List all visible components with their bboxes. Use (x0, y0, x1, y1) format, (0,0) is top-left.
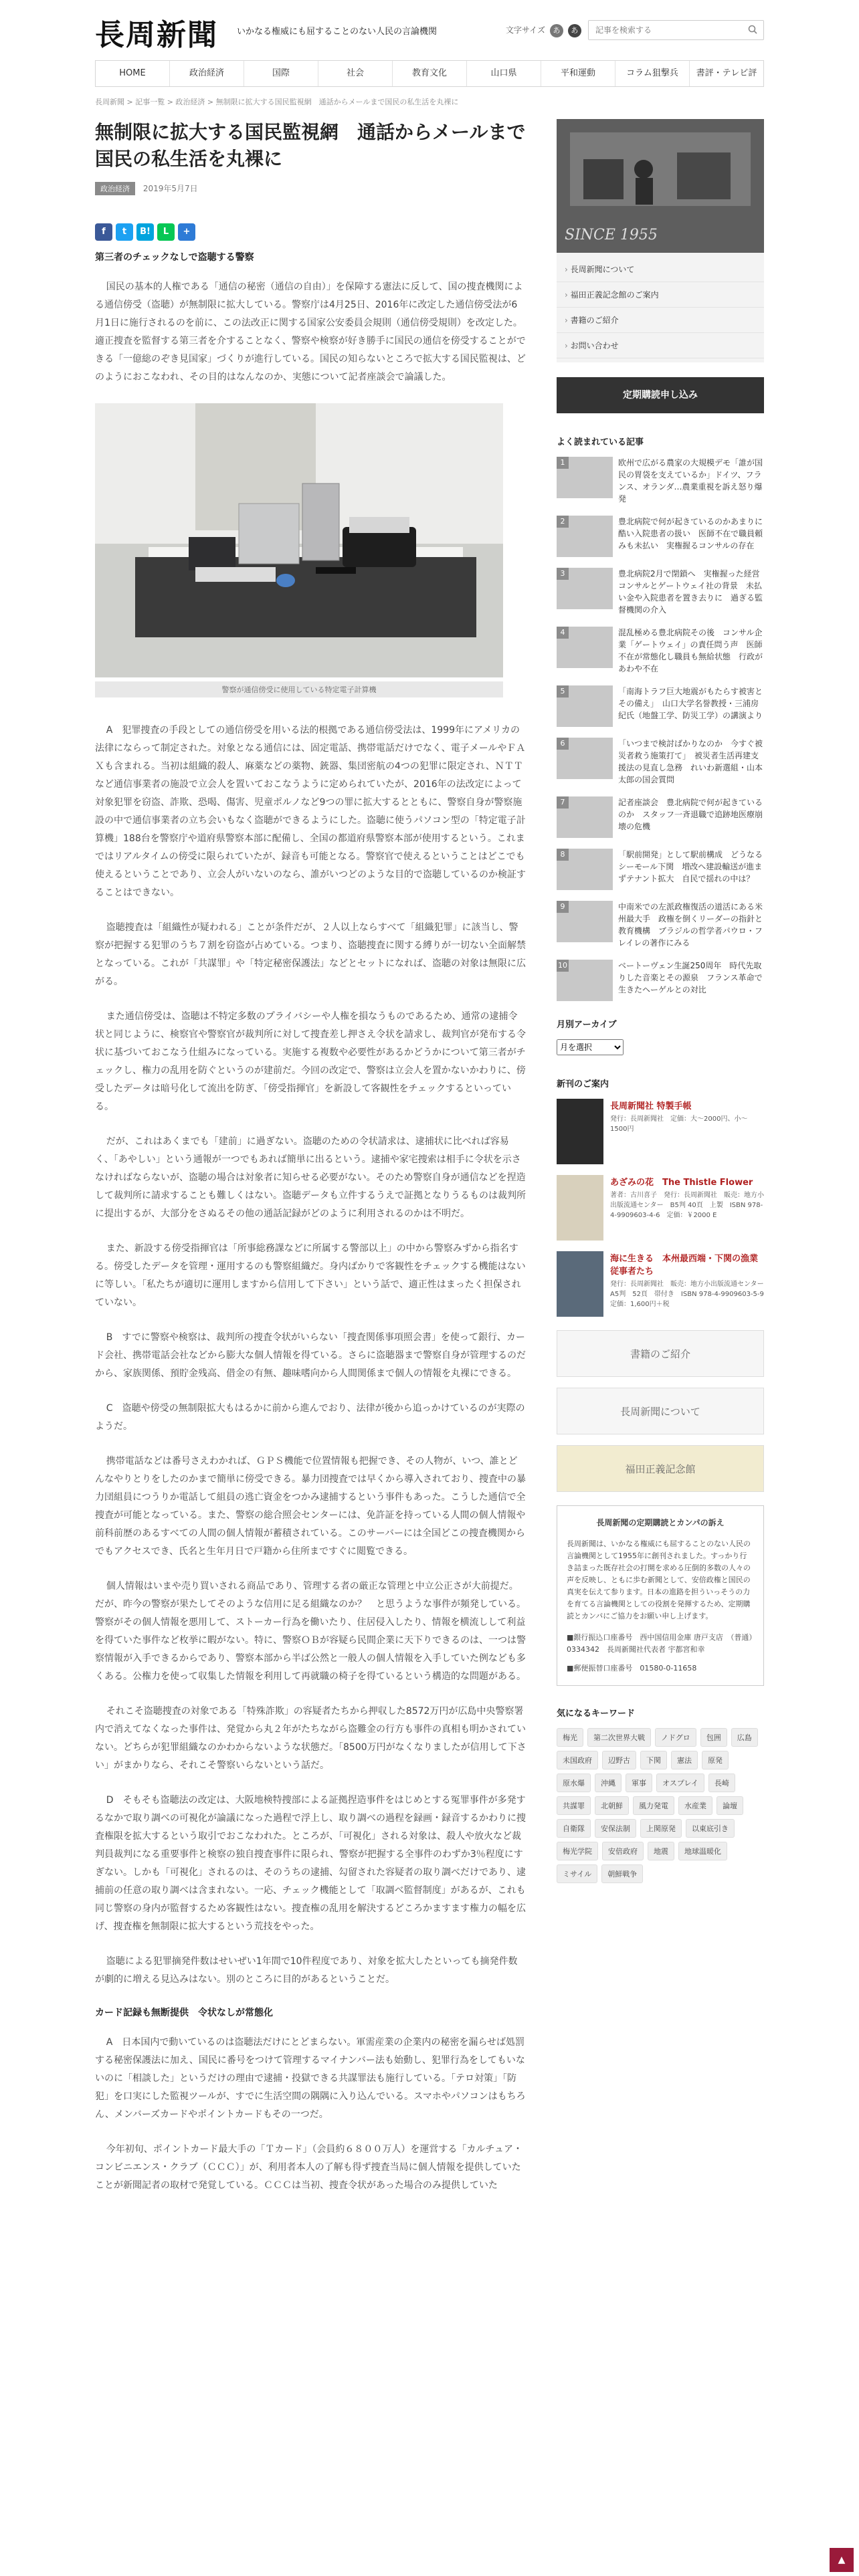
nav-international[interactable]: 国際 (244, 61, 318, 86)
keyword-tag[interactable]: 辺野古 (602, 1751, 636, 1769)
article-paragraph: 携帯電話などは番号さえわかれば、ＧＰＳ機能で位置情報も把握でき、その人物が、いつ、誰とどんなやりとりをしたのかまで簡単に傍受できる。暴力団捜査では早くから導入されており、捜査中の暴力団組員につうりか電話して組員の逃亡資金をつかみ逮捕するという事件もあった。こうした通信で全捜査が可能となっている。また、警察の総合照会センターには、免許証を持っている人間の個人情報や前科前歴のあるすべての人間の個人情報が蓄積されている。このサーバーには全国どこの捜査機関からでもアクセスでき、氏名と生年月日で戸籍から住所まですぐに閲覧できる。 (95, 1456, 526, 1557)
font-size-control (506, 24, 581, 37)
book-info: 著者：古川喜子 発行：長周新聞社 販売：地方小出版流通センター B5判 40頁 上製 ISBN 978-4-9909603-4-6 定価：￥2000 E (610, 1192, 764, 1219)
book-title[interactable]: 海に生きる 本州最西端・下関の漁業従事者たち (610, 1254, 759, 1277)
ranking-item[interactable] (557, 627, 764, 675)
keyword-tag[interactable]: オスプレイ (656, 1774, 704, 1792)
rank-number: 4 (557, 627, 569, 639)
book-item[interactable] (557, 1175, 764, 1241)
keyword-tag[interactable]: 安倍政府 (602, 1842, 644, 1860)
about-banner[interactable]: 長周新聞について (557, 1388, 764, 1434)
nav-column[interactable]: コラム狙撃兵 (615, 61, 690, 86)
keyword-tag[interactable]: 共謀罪 (557, 1796, 591, 1815)
subscription-notice (557, 1505, 764, 1686)
book-item[interactable] (557, 1099, 764, 1164)
site-logo[interactable]: 長周新聞 (95, 18, 218, 52)
archive-heading: 月別アーカイブ (557, 1020, 617, 1030)
nav-politics[interactable]: 政治経済 (170, 61, 244, 86)
keyword-tag[interactable]: 水産業 (678, 1796, 712, 1815)
article-subheading: カード記録も無断提供 令状なしが常態化 (95, 2008, 273, 2018)
ranking-item[interactable] (557, 516, 764, 557)
nav-review[interactable]: 書評・テレビ評 (696, 68, 757, 78)
ranking-title[interactable]: 豊北病院2月で閉鎖へ 実権握った経営コンサルとゲートウェイ社の背景 未払い金や入院患者を置き去りに 過ぎる監督機関の介入 (618, 569, 763, 615)
site-slogan: いかなる権威にも屈することのない人民の言論機関 (237, 27, 438, 37)
rank-number: 6 (557, 738, 569, 750)
keyword-tag[interactable]: 風力発電 (633, 1796, 674, 1815)
article-paragraph: 今年初旬、ポイントカード最大手の「Ｔカード」（会員約６８００万人）を運営する「カルチュア・コンビニエンス・クラブ（ＣＣＣ）」が、利用者本人の了解も得ず捜査当局に個人情報を提供していたことが新聞記者の取材で発覚している。ＣＣＣは当初、捜査令状があった場合のみ提供していた (95, 2144, 522, 2191)
ranking-thumbnail (557, 849, 613, 890)
ranking-item[interactable] (557, 685, 764, 727)
search-input[interactable] (589, 21, 736, 39)
article-paragraph: C 盗聴や傍受の無制限拡大もはるかに前から進んでおり、法律が後から追っかけているのが実際のようだ。 (95, 1403, 525, 1432)
nav-yamaguchi[interactable]: 山口県 (467, 61, 541, 86)
ranking-item[interactable] (557, 568, 764, 616)
keyword-tag[interactable]: 原水爆 (557, 1774, 591, 1792)
subscribe-button[interactable]: 定期購読申し込み (557, 377, 764, 413)
nav-home[interactable]: HOME (96, 61, 170, 86)
breadcrumb[interactable]: 長周新聞 > 記事一覧 > 政治経済 > 無制限に拡大する国民監視網 通話からメールまで国民の私生活を丸裸に (95, 98, 459, 106)
keyword-tag[interactable]: 梅光学院 (557, 1842, 598, 1860)
keyword-tag[interactable]: 朝鮮戦争 (601, 1864, 643, 1883)
article-paragraph: また、新設する傍受指揮官は「所事総務課などに所属する警部以上」の中から警察みずから指名する。傍受したデータを管理・運用するのも警察組織だ。身内ばかりで客観性をチェックする機能はないに等しい。「私たちが適切に運用しますから信用して下さい」という話で、適正性はまったく担保されていない。 (95, 1243, 526, 1308)
photo-caption: 警察が通信傍受に使用している特定電子計算機 (95, 681, 503, 697)
keyword-tag[interactable]: 地震 (648, 1842, 674, 1860)
archive-dropdown (557, 1039, 764, 1077)
ranking-item[interactable] (557, 457, 764, 505)
promo-link[interactable]: › お問い合わせ (557, 333, 764, 358)
keyword-tag[interactable]: 第二次世界大戦 (587, 1728, 651, 1747)
keyword-tag[interactable]: 沖縄 (595, 1774, 622, 1792)
book-info: 発行：長周新聞社 定価：大〜2000円、小〜1500円 (610, 1115, 748, 1133)
line-share-icon[interactable]: L (157, 223, 175, 241)
nav-education[interactable]: 教育文化 (393, 61, 467, 86)
ranking-thumbnail (557, 516, 613, 557)
book-item[interactable] (557, 1251, 771, 1317)
ranking-title[interactable]: 「いつまで検討ばかりなのか 今すぐ被災者救う施策打て」 被災者生活再建支援法の見直し急務 れいわ新選組・山本太郎の国会質問 (618, 739, 763, 784)
ranking-title[interactable]: 混乱極める豊北病院その後 コンサル企業「ゲートウェイ」の責任問う声 医師不在が常態化し職員も無給状態 行政があわや不在 (618, 628, 763, 673)
ranking-title[interactable]: ベートーヴェン生誕250周年 時代先取りした音楽とその源泉 フランス革命で生きたヘーゲルとの対比 (618, 961, 763, 994)
ranking-thumbnail (557, 568, 613, 609)
rank-number: 2 (557, 516, 569, 528)
hatena-share-icon[interactable]: B! (136, 223, 154, 241)
ranking-thumbnail (557, 960, 613, 1001)
book-info: 発行：長周新聞社 販売：地方小出版流通センター A5判 52頁 帯付き ISBN 978-4-9909603-5-9 定価：1,600円＋税 (610, 1281, 771, 1308)
ranking-thumbnail (557, 457, 613, 498)
category-badge[interactable]: 政治経済 (95, 182, 135, 195)
notice-body: 長周新聞は、いかなる権威にも屈することのない人民の言論機関として1955年に創刊されました。すっかり行き詰まった既存社会の打開を求める圧倒的多数の人々の声を反映し、ともに歩む新聞として、安倍政権と国民の真実を伝えて参ります。日本の進路を担ういっそうの力を育てる言論機関としての役割を発揮するため、定期購読とカンパにご協力をお願い申し上げます。 (567, 1539, 751, 1620)
ranking-item[interactable] (557, 960, 764, 1001)
share-buttons (95, 223, 527, 241)
ranking-item[interactable] (557, 849, 764, 890)
keyword-tags (557, 1728, 764, 1883)
article-paragraph: 盗聴捜査は「組織性が疑われる」ことが条件だが、２人以上ならすべて「組織犯罪」に該当し、警察が把握する犯罪のうち７割を窃盗が占めている。つまり、盗聴捜査に関する縛りが一切ない全面解禁となっている。これが「共謀罪」や「特定秘密保護法」などとセットになれば、盗聴の対象は無限に広がる。 (95, 922, 526, 987)
article (95, 119, 527, 2212)
ranking-list (557, 457, 764, 1001)
search-box (588, 20, 764, 40)
promo-link[interactable]: › 長周新聞について (557, 257, 764, 282)
notice-postal: ■郵便振替口座番号 01580-0-11658 (567, 1664, 697, 1673)
article-paragraph: また通信傍受は、盗聴は不特定多数のプライバシーや人権を損なうものであるため、通常の逮捕令状と同じように、検察官や警察官が裁判所に対して捜査差し押さえ令状を請求し、裁判官が発布する令状に基づいておこなう仕組みになっている。実施する複数や必要性があるかどうかについて第三者がチェックし、権力の乱用を防ぐというのが建前だ。今回の改定で、警察は立会人を置かないかわりに、傍受したデータは暗号化して流出を防ぎ、「傍受指揮官」を新設して客観性をチェックするといっている。 (95, 1011, 526, 1112)
ranking-heading: よく読まれている記事 (557, 437, 644, 447)
nav-society[interactable]: 社会 (318, 61, 393, 86)
computer-room-illustration (95, 403, 503, 677)
rank-number: 1 (557, 457, 569, 469)
font-size-label: 文字サイズ (506, 25, 546, 35)
ranking-title[interactable]: 記者座談会 豊北病院で何が起きているのか スタッフ一斉退職で追跡地医療崩壊の危機 (618, 798, 763, 831)
book-cover (557, 1251, 603, 1317)
plus-share-icon[interactable]: + (178, 223, 195, 241)
promo-since: SINCE 1955 (565, 227, 658, 243)
article-subheading: 第三者のチェックなしで盗聴する警察 (95, 252, 254, 263)
article-paragraph: A 日本国内で動いているのは盗聴法だけにとどまらない。軍需産業の企業内の秘密を漏らせば処罰する秘密保護法に加え、国民に番号をつけて管理するマイナンバー法も始動し、犯罪行為をしてもいないのに「相談した」というだけの理由で逮捕・投獄できる共謀罪法も施行している。「テロ対策」「防犯」を口実にした監視ツールが、すでに生活空間の隅隅に入り込んでいる。スマホやパソコンはもちろん、メンバーズカードやポイントカードもその一つだ。 (95, 2037, 526, 2120)
keyword-tag[interactable]: 憲法 (671, 1751, 698, 1769)
promo-link[interactable]: › 福田正義記念館のご案内 (557, 282, 764, 308)
article-paragraph: 個人情報はいまや売り買いされる商品であり、管理する者の厳正な管理と中立公正さが大前提だ。だが、昨今の警察が果たしてそのような信用に足る組織なのか？ と思うような事件が頻発している。警察がその個人情報を悪用して、ストーカー行為を働いたり、住居侵入したり、情報を横流しして利益を得ていた事件など枚挙に暇がない。特に、警察ＯＢが容疑ら民間企業に天下りできるのは、一つは警察情報が入手できるからであり、警察本部から半ば公然と一般人の個人情報を入手していた例なども多くある。公権力を使って収集した情報を利用して再就職の椅子を得ているという構造的な問題がある。 (95, 1581, 526, 1682)
archive-select[interactable] (557, 1039, 624, 1055)
keyword-tag[interactable]: 広島 (731, 1728, 758, 1747)
keywords-heading: 気になるキーワード (557, 1709, 636, 1719)
ranking-item[interactable] (557, 738, 764, 786)
keyword-tag[interactable]: 上関原発 (640, 1819, 682, 1838)
keyword-tag[interactable]: 以東底引き (686, 1819, 735, 1838)
keyword-tag[interactable]: 長崎 (708, 1774, 735, 1792)
ranking-thumbnail (557, 901, 613, 942)
article-paragraph: だが、これはあくまでも「建前」に過ぎない。盗聴のための令状請求は、逮捕状に比べれば容易く、「あやしい」という通報が一つでもあれば簡単に出るという。逮捕や家宅捜索は相手に令状を示さなければならないが、盗聴の場合は対象者に知らせる必要がない。そのため警察自身が通信などを捏造して裁判所に請求することも難しくはない。盗聴データも立件するうえで証拠となりうるものは裁判所に提出するが、大部分をさぬるその他の通話記録がどのように利用されるのかは不明だ。 (95, 1136, 526, 1219)
book-cover (557, 1175, 603, 1241)
keyword-tag[interactable]: 自衛隊 (557, 1819, 591, 1838)
rank-number: 9 (557, 901, 569, 913)
book-title[interactable]: あざみの花 The Thistle Flower (610, 1178, 753, 1188)
promo-link[interactable]: › 書籍のご紹介 (557, 308, 764, 333)
keyword-tag[interactable]: 下関 (640, 1751, 667, 1769)
keyword-tag[interactable]: 地球温暖化 (678, 1842, 727, 1860)
site-header (95, 0, 764, 55)
ranking-item[interactable] (557, 901, 764, 949)
book-cover (557, 1099, 603, 1164)
article-paragraph: 国民の基本的人権である「通信の秘密（通信の自由）」を保障する憲法に反して、国の捜査機関による通信傍受（盗聴）が無制限に拡大している。警察庁は4月25日、2016年に改定した通信傍受法が6月1日に施行されるのを前に、この法改正に関する国家公安委員会規則（通信傍受規則）を改定した。適正捜査を監督する第三者を介することなく、警察や検察が好き勝手に国民の通信を傍受することができる「一億総のぞき見国家」づくりが進行している。国民の知らないところで拡大する国民監視は、どのようにおこなわれ、その目的はなんなのか、実態について記者座談会で論議した。 (95, 282, 526, 383)
keyword-tag[interactable]: 安保法制 (595, 1819, 636, 1838)
article-paragraph: B すでに警察や検察は、裁判所の捜査令状がいらない「捜査関係事項照会書」を使って銀行、カード会社、携帯電話会社などから膨大な個人情報を得ている。さらに盗聴器まで警察自身が管理するのだから、家族関係、預貯金残高、借金の有無、趣味嗜向から人間関係まで個人の情報を丸裸にできる。 (95, 1332, 526, 1379)
font-large-button[interactable]: あ (568, 24, 581, 37)
article-photo (95, 403, 503, 677)
keyword-tag[interactable]: 論壇 (717, 1796, 743, 1815)
rank-number: 5 (557, 685, 569, 697)
keyword-tag[interactable]: ミサイル (557, 1864, 597, 1883)
main-nav (95, 60, 764, 87)
memorial-banner[interactable]: 福田正義記念館 (557, 1445, 764, 1492)
keyword-tag[interactable]: 原発 (702, 1751, 729, 1769)
facebook-share-icon[interactable]: f (95, 223, 112, 241)
rank-number: 8 (557, 849, 569, 861)
ranking-thumbnail (557, 627, 613, 668)
keyword-tag[interactable]: 未国政府 (557, 1751, 598, 1769)
twitter-share-icon[interactable]: t (116, 223, 133, 241)
ranking-thumbnail (557, 796, 613, 838)
ranking-item[interactable] (557, 796, 764, 838)
ranking-title[interactable]: 欧州で広がる農家の大規模デモ「誰が国民の胃袋を支えているか」ドイツ、フランス、オランダ…農業重視を訴え怒り爆発 (618, 458, 763, 504)
keyword-tag[interactable]: 梅光 (557, 1728, 583, 1747)
back-to-top-button[interactable]: ▲ (830, 2548, 854, 2572)
book-title[interactable]: 長周新聞社 特製手帳 (610, 1101, 692, 1111)
ranking-title[interactable]: 「南海トラフ巨大地震がもたらす被害とその備え」 山口大学名誉教授・三浦房紀氏（地盤工学、防災工学）の講演より (618, 687, 763, 720)
keyword-tag[interactable]: 北朝鮮 (595, 1796, 629, 1815)
keyword-tag[interactable]: 軍事 (626, 1774, 652, 1792)
ranking-thumbnail (557, 738, 613, 779)
promo-links (557, 253, 764, 362)
article-paragraph: それこそ盗聴捜査の対象である「特殊詐欺」の容疑者たちから押収した8572万円が広島中央警察署内で消えてなくなった事件は、発覚から丸２年がたちながら盗難金の行方も事件の真相も明かされていない。どちらが犯罪組織なのかわからないような状態だ。「8500万円がなくなりましたが信用して下さい」がまかりなら、それこそ警察いらないという話だ。 (95, 1706, 527, 1771)
rank-number: 3 (557, 568, 569, 580)
nav-peace[interactable]: 平和運動 (541, 61, 615, 86)
article-paragraph: D そもそも盗聴法の改定は、大阪地検特捜部による証拠捏造事件をはじめとする冤罪事件が多発するなかで取り調べの可視化が論議になった過程で浮上し、取り調べの過程を録画・録音するかわりに捜査権限を拡大するという取引でおこなわれた。ところが、「可視化」される対象は、殺人や放火など裁判員裁判になる重要事件と検察の独自捜査事件に限られ、警察が把握する全事件のわずか3％程度にすぎない。しかも「可視化」されるのは、そのうちの逮捕、勾留された容疑者の取り調べだけであり、逮捕前の任意の取り調べは含まれない。一応、チェック機能として「取調べ監督制度」があるが、これも同じ警察の身内が監督するため客観性はない。捜査権の乱用を解決するどころかますます権力の幅を広げ、捜査権を無制限に拡大するという荒技をやった。 (95, 1795, 526, 1932)
rank-number: 7 (557, 796, 569, 809)
keyword-tag[interactable]: 包囲 (700, 1728, 727, 1747)
ranking-title[interactable]: 豊北病院で何が起きているのかあまりに酷い入院患者の扱い 医師不在で職員頼みも未払い 実権握るコンサルの存在 (618, 517, 763, 550)
books-heading: 新刊のご案内 (557, 1079, 609, 1089)
search-icon[interactable] (748, 25, 757, 34)
ranking-thumbnail (557, 685, 613, 727)
ranking-title[interactable]: 「駅前開発」として駅前構成 どうなるシーモール下関 増改へ建設輸送が進まずテナント拡大 自民で揺れの中は？ (618, 850, 763, 883)
article-title: 無制限に拡大する国民監視網 通話からメールまで国民の私生活を丸裸に (95, 121, 526, 170)
sidebar (557, 119, 771, 1883)
notice-bank: ■銀行振込口座番号 西中国信用金庫 唐戸支店 （普通）0334342 長周新聞社代表者 宇都宮和幸 (567, 1633, 753, 1654)
promo-image[interactable] (557, 119, 764, 253)
books-banner[interactable]: 書籍のご紹介 (557, 1330, 764, 1377)
article-meta (95, 182, 527, 195)
article-paragraph: A 犯罪捜査の手段としての通信傍受を用いる法的根拠である通信傍受法は、1999年にアメリカの法律にならって制定された。対象となる通信には、固定電話、携帯電話だけでなく、電子メールやＦＡＸも含まれる。当初は組織的殺人、麻薬などの薬物、銃器、集団密航の4つの犯罪に限定され、ＮＴＴなど通信事業者の施設で立会人を置いておこなうように定められていたが、2016年の法改定によって対象犯罪を窃盗、詐欺、恐喝、傷害、児童ポルノなど9つの罪に拡大するとともに、警察自身が警察施設の中で通信事業者の立ち会いもなく盗聴ができるようにした。盗聴に使うパソコン型の「特定電子計算機」188台を警察庁や道府県警察本部に配備し、全国の都道府県警察本部が使用するという。これまではリアルタイムの傍受に限られていたが、録音も可能となる。警察官で使えるということはどこでも使えるということであり、立会人がいないのなら、誰がいつどのような目的で盗聴しているのか検証することはできない。 (95, 725, 526, 898)
article-paragraph: 盗聴による犯罪摘発件数はせいぜい1年間で10件程度であり、対象を拡大したといっても摘発件数が劇的に増える見込みはない。別のところに目的があるということだ。 (95, 1956, 518, 1985)
ranking-title[interactable]: 中南米での左派政権復活の道活にある米州最大手 政権を倒くリーダーの指針と教育機構 ブラジルの哲学者パウロ・フレイレの著作にみる (618, 902, 763, 948)
font-small-button[interactable]: あ (550, 24, 563, 37)
article-date: 2019年5月7日 (142, 184, 198, 193)
rank-number: 10 (557, 960, 569, 972)
notice-title: 長周新聞の定期購読とカンパの訴え (596, 1518, 725, 1527)
keyword-tag[interactable]: ノドグロ (655, 1728, 696, 1747)
